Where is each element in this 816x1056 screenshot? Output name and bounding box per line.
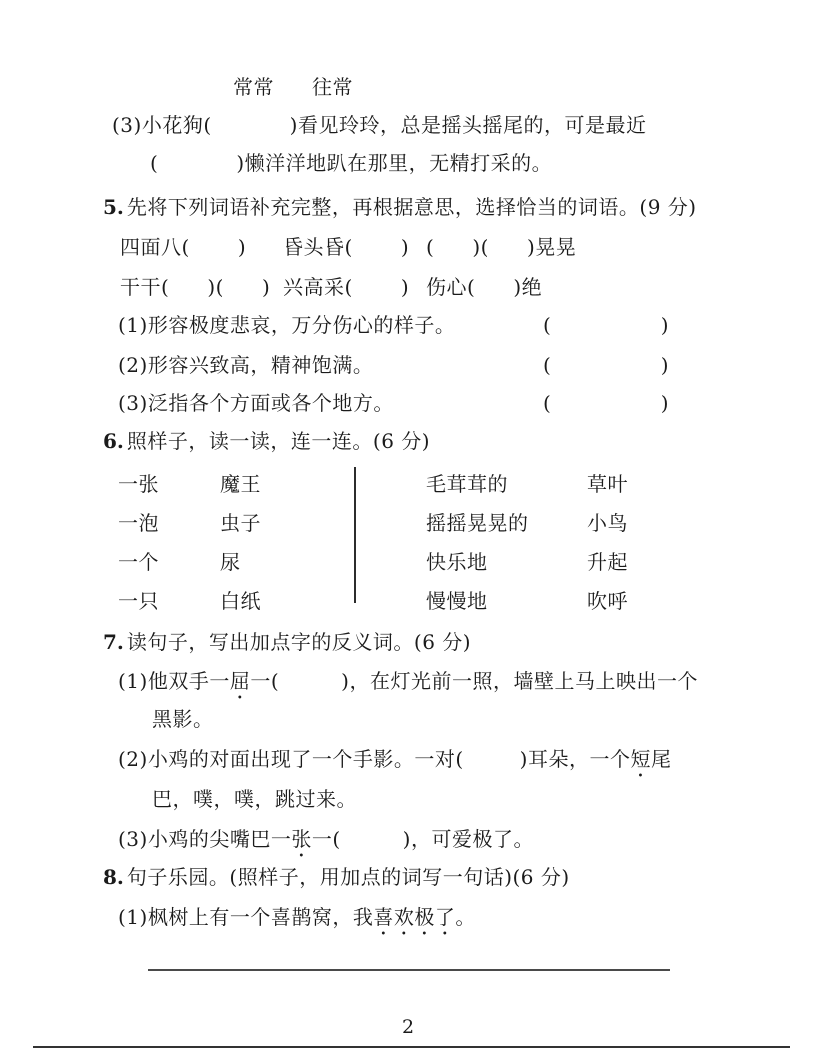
blank-gap <box>158 168 236 170</box>
fill-blank: ( ) <box>150 151 245 175</box>
q6-divider-line <box>354 467 356 603</box>
q4-item3-text-cont: 看见玲玲，总是摇头摇尾的，可是最近 <box>297 113 647 137</box>
q6-left-noun: 魔王 <box>220 472 261 496</box>
blank-gap <box>279 686 341 688</box>
blank-gap <box>475 292 513 294</box>
q6-match-row-3 <box>118 549 628 575</box>
q5-definition-3-text: (3)泛指各个方面或各个地方。 <box>118 391 394 415</box>
q5-definition-1-text: (1)形容极度悲哀，万分伤心的样子。 <box>118 313 456 337</box>
q7-header <box>103 629 471 655</box>
q6-number: 6. <box>103 429 124 453</box>
q5-title: 先将下列词语补充完整，再根据意思，选择恰当的词语。(9 分) <box>126 195 697 219</box>
q5-word-2: 昏头昏( ) <box>283 235 410 259</box>
blank-gap <box>212 130 290 132</box>
q6-match-row-4 <box>118 588 628 614</box>
q8-title: 句子乐园。(照样子，用加点的词写一句话)(6 分) <box>126 865 570 889</box>
q6-left-noun: 尿 <box>220 550 241 574</box>
fill-blank: ( ) <box>270 669 350 693</box>
fill-blank: ( ) <box>203 113 298 137</box>
q5-word-1: 四面八( ) <box>120 235 247 259</box>
q5-definition-2-text: (2)形容兴致高，精神饱满。 <box>118 353 374 377</box>
q5-definition-3 <box>118 390 669 416</box>
q4-item3-line1 <box>112 112 646 138</box>
page-number: 2 <box>401 1016 415 1038</box>
q5-definition-2 <box>118 352 669 378</box>
q4-item3-text2: 懒洋洋地趴在那里，无精打采的。 <box>244 151 553 175</box>
q6-title: 照样子，读一读，连一连。(6 分) <box>126 429 431 453</box>
q5-fill-row-2 <box>120 274 543 300</box>
q8-number: 8. <box>103 865 124 889</box>
blank-gap <box>224 292 262 294</box>
q8-header <box>103 864 570 890</box>
q4-item3-line2 <box>150 150 552 176</box>
blank-gap <box>190 252 238 254</box>
q6-left-measure: 一个 <box>118 550 159 574</box>
answer-parens: ( ) <box>543 353 669 377</box>
q5-word-3: ( )( )晃晃 <box>426 235 577 259</box>
q7-item2-line2: 巴，噗，噗，跳过来。 <box>152 787 357 811</box>
q5-header <box>103 194 697 220</box>
q6-match-row-2 <box>118 510 628 536</box>
q7-title: 读句子，写出加点字的反义词。(6 分) <box>126 630 472 654</box>
dotted-character: 短 <box>630 747 651 771</box>
q6-right-modifier: 慢慢地 <box>426 589 488 613</box>
q7-item1-line2: 黑影。 <box>152 707 214 731</box>
word-bank <box>233 74 353 100</box>
fill-blank: ( ) <box>455 747 528 771</box>
q6-match-row-1 <box>118 471 628 497</box>
blank-gap <box>464 764 520 766</box>
q5-word-6: 伤心( )绝 <box>426 275 543 299</box>
answer-writing-line <box>148 969 670 971</box>
q6-left-measure: 一泡 <box>118 511 159 535</box>
fill-blank: ( ) <box>332 827 411 851</box>
q6-left-measure: 一张 <box>118 472 159 496</box>
dotted-phrase: 喜欢极了 <box>373 905 456 929</box>
blank-gap <box>434 252 472 254</box>
q6-right-modifier: 摇摇晃晃的 <box>426 511 529 535</box>
blank-gap <box>353 292 401 294</box>
blank-gap <box>489 252 527 254</box>
q5-word-5: 兴高采( ) <box>283 275 410 299</box>
q6-right-noun: 升起 <box>587 550 628 574</box>
q6-right-modifier: 毛茸茸的 <box>426 472 508 496</box>
q6-right-modifier: 快乐地 <box>426 550 488 574</box>
q5-fill-row-1 <box>120 234 577 260</box>
q6-header <box>103 428 430 454</box>
q6-left-noun: 白纸 <box>220 589 261 613</box>
q5-word-4: 干干( )( ) <box>120 275 271 299</box>
q6-right-noun: 吹呼 <box>587 589 628 613</box>
q6-right-noun: 小鸟 <box>587 511 628 535</box>
q6-left-measure: 一只 <box>118 589 159 613</box>
q7-item3: (3)小鸡的尖嘴巴一张一( )，可爱极了。 <box>118 827 534 851</box>
dotted-character: 屈 <box>229 669 251 693</box>
page-bottom-rule <box>33 1046 790 1048</box>
q5-definition-1 <box>118 312 669 338</box>
q6-right-noun: 草叶 <box>587 472 628 496</box>
q5-number: 5. <box>103 195 124 219</box>
blank-gap <box>341 844 403 846</box>
blank-gap <box>353 252 401 254</box>
q7-item1-line1: (1)他双手一屈一( )，在灯光前一照，墙壁上马上映出一个 <box>118 669 698 693</box>
q8-item1: (1)枫树上有一个喜鹊窝，我喜欢极了。 <box>118 905 476 929</box>
q7-number: 7. <box>103 630 124 654</box>
word-bank-word-2: 往常 <box>312 75 353 99</box>
q7-item2-line1: (2)小鸡的对面出现了一个手影。一对( )耳朵，一个短尾 <box>118 747 672 771</box>
q6-left-noun: 虫子 <box>220 511 261 535</box>
answer-parens: ( ) <box>543 313 669 337</box>
q4-item3-text: (3)小花狗 <box>112 113 204 137</box>
dotted-character: 张 <box>291 827 312 851</box>
word-bank-word-1: 常常 <box>233 75 274 99</box>
blank-gap <box>169 292 207 294</box>
answer-parens: ( ) <box>543 391 669 415</box>
